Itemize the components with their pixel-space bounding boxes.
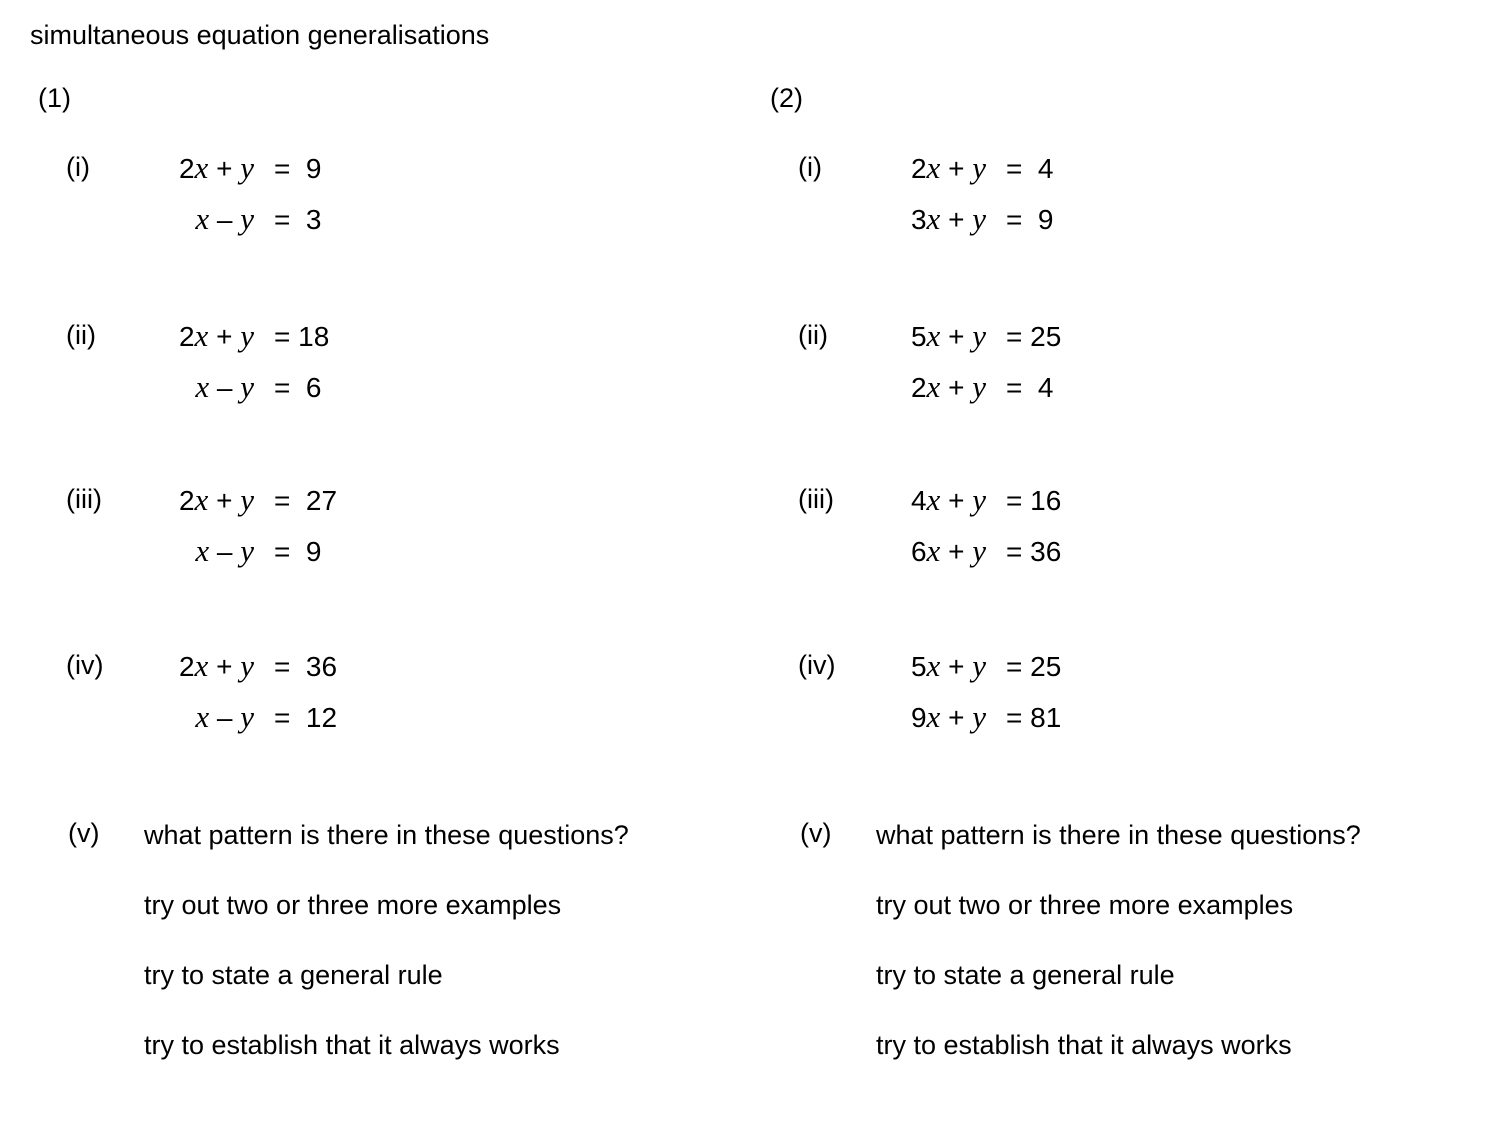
equation [894, 648, 1061, 684]
equation-rhs: = 12 [274, 702, 338, 733]
operator: + [948, 651, 965, 682]
variable-x: x [194, 482, 209, 517]
equation-lhs [162, 533, 254, 569]
variable-y: y [240, 648, 254, 683]
equation-rhs: = 4 [1006, 372, 1054, 403]
operator: + [948, 321, 965, 352]
question-label: (ii) [66, 320, 96, 350]
equation-rhs: = 6 [274, 372, 322, 403]
variable-y: y [972, 150, 986, 185]
equation-rhs: = 9 [1006, 204, 1054, 235]
coefficient: 2 [178, 651, 195, 682]
prompt-text: try to establish that it always works [144, 1030, 560, 1060]
variable-x: x [195, 369, 210, 404]
variable-x: x [195, 699, 210, 734]
coefficient: 2 [178, 321, 195, 352]
variable-x: x [926, 150, 941, 185]
variable-x: x [194, 318, 209, 353]
coefficient: 2 [910, 372, 927, 403]
prompt-text: try out two or three more examples [144, 890, 562, 920]
variable-y: y [972, 369, 986, 404]
question-label: (iii) [798, 484, 834, 514]
equation [894, 482, 1061, 518]
section-2 [732, 0, 1472, 1125]
variable-y: y [240, 369, 254, 404]
equation-rhs: = 9 [274, 536, 322, 567]
equation-lhs [894, 482, 986, 518]
equation-lhs [894, 699, 986, 735]
variable-y: y [972, 533, 986, 568]
question-label: (ii) [798, 320, 828, 350]
variable-y: y [972, 648, 986, 683]
equation-rhs: = 27 [274, 485, 338, 516]
question-label: (v) [800, 818, 832, 848]
equation-lhs [894, 369, 986, 405]
prompt-text: try to state a general rule [876, 960, 1175, 990]
equation [162, 699, 337, 735]
coefficient: 4 [910, 485, 927, 516]
question-label: (i) [798, 152, 822, 182]
prompt-text: what pattern is there in these questions? [876, 820, 1361, 850]
variable-x: x [926, 482, 941, 517]
variable-x: x [926, 699, 941, 734]
variable-x: x [926, 201, 941, 236]
variable-y: y [972, 482, 986, 517]
variable-y: y [240, 318, 254, 353]
variable-y: y [240, 201, 254, 236]
operator: + [948, 485, 965, 516]
equation-lhs [894, 150, 986, 186]
coefficient: 6 [910, 536, 927, 567]
operator: – [216, 372, 233, 403]
equation [894, 369, 1053, 405]
operator: + [948, 153, 965, 184]
variable-y: y [240, 533, 254, 568]
section-label: (2) [770, 83, 803, 113]
equation [162, 150, 321, 186]
equation [162, 648, 337, 684]
operator: – [216, 204, 233, 235]
prompt-text: what pattern is there in these questions? [144, 820, 629, 850]
equation-rhs: = 16 [1006, 485, 1062, 516]
operator: + [216, 651, 233, 682]
equation-rhs: = 18 [274, 321, 330, 352]
question-label: (iv) [798, 650, 836, 680]
variable-y: y [972, 318, 986, 353]
variable-y: y [972, 201, 986, 236]
coefficient: 3 [910, 204, 927, 235]
variable-x: x [195, 201, 210, 236]
prompt-text: try out two or three more examples [876, 890, 1294, 920]
equation-lhs [162, 318, 254, 354]
operator: + [216, 153, 233, 184]
equation [894, 318, 1061, 354]
operator: + [948, 204, 965, 235]
coefficient: 2 [178, 485, 195, 516]
equation [894, 699, 1061, 735]
equation [162, 318, 329, 354]
section-1 [0, 0, 740, 1125]
equation-lhs [894, 201, 986, 237]
equation [162, 482, 337, 518]
variable-y: y [240, 482, 254, 517]
operator: + [216, 485, 233, 516]
variable-y: y [240, 150, 254, 185]
coefficient: 9 [910, 702, 927, 733]
equation [162, 369, 321, 405]
equation-rhs: = 3 [274, 204, 322, 235]
equation-lhs [162, 699, 254, 735]
variable-y: y [972, 699, 986, 734]
equation [894, 533, 1061, 569]
coefficient: 5 [910, 651, 927, 682]
equation-rhs: = 36 [1006, 536, 1062, 567]
equation-rhs: = 81 [1006, 702, 1062, 733]
page-title: simultaneous equation generalisations [30, 20, 490, 50]
variable-y: y [240, 699, 254, 734]
equation [162, 201, 321, 237]
variable-x: x [926, 533, 941, 568]
operator: – [216, 536, 233, 567]
variable-x: x [195, 533, 210, 568]
equation-rhs: = 36 [274, 651, 338, 682]
operator: + [216, 321, 233, 352]
variable-x: x [194, 150, 209, 185]
equation-rhs: = 9 [274, 153, 322, 184]
question-label: (iii) [66, 484, 102, 514]
equation-lhs [162, 369, 254, 405]
equation-lhs [894, 533, 986, 569]
equation [894, 201, 1053, 237]
equation [894, 150, 1053, 186]
equation-lhs [162, 201, 254, 237]
coefficient: 2 [178, 153, 195, 184]
operator: + [948, 702, 965, 733]
equation-lhs [162, 150, 254, 186]
equation-lhs [894, 648, 986, 684]
question-label: (iv) [66, 650, 104, 680]
variable-x: x [926, 648, 941, 683]
question-label: (v) [68, 818, 100, 848]
equation-rhs: = 25 [1006, 651, 1062, 682]
question-label: (i) [66, 152, 90, 182]
operator: – [216, 702, 233, 733]
prompt-text: try to establish that it always works [876, 1030, 1292, 1060]
equation [162, 533, 321, 569]
equation-rhs: = 4 [1006, 153, 1054, 184]
equation-lhs [162, 648, 254, 684]
equation-lhs [162, 482, 254, 518]
prompt-text: try to state a general rule [144, 960, 443, 990]
variable-x: x [926, 318, 941, 353]
coefficient: 2 [910, 153, 927, 184]
variable-x: x [926, 369, 941, 404]
coefficient: 5 [910, 321, 927, 352]
variable-x: x [194, 648, 209, 683]
equation-lhs [894, 318, 986, 354]
operator: + [948, 536, 965, 567]
section-label: (1) [38, 83, 71, 113]
equation-rhs: = 25 [1006, 321, 1062, 352]
operator: + [948, 372, 965, 403]
